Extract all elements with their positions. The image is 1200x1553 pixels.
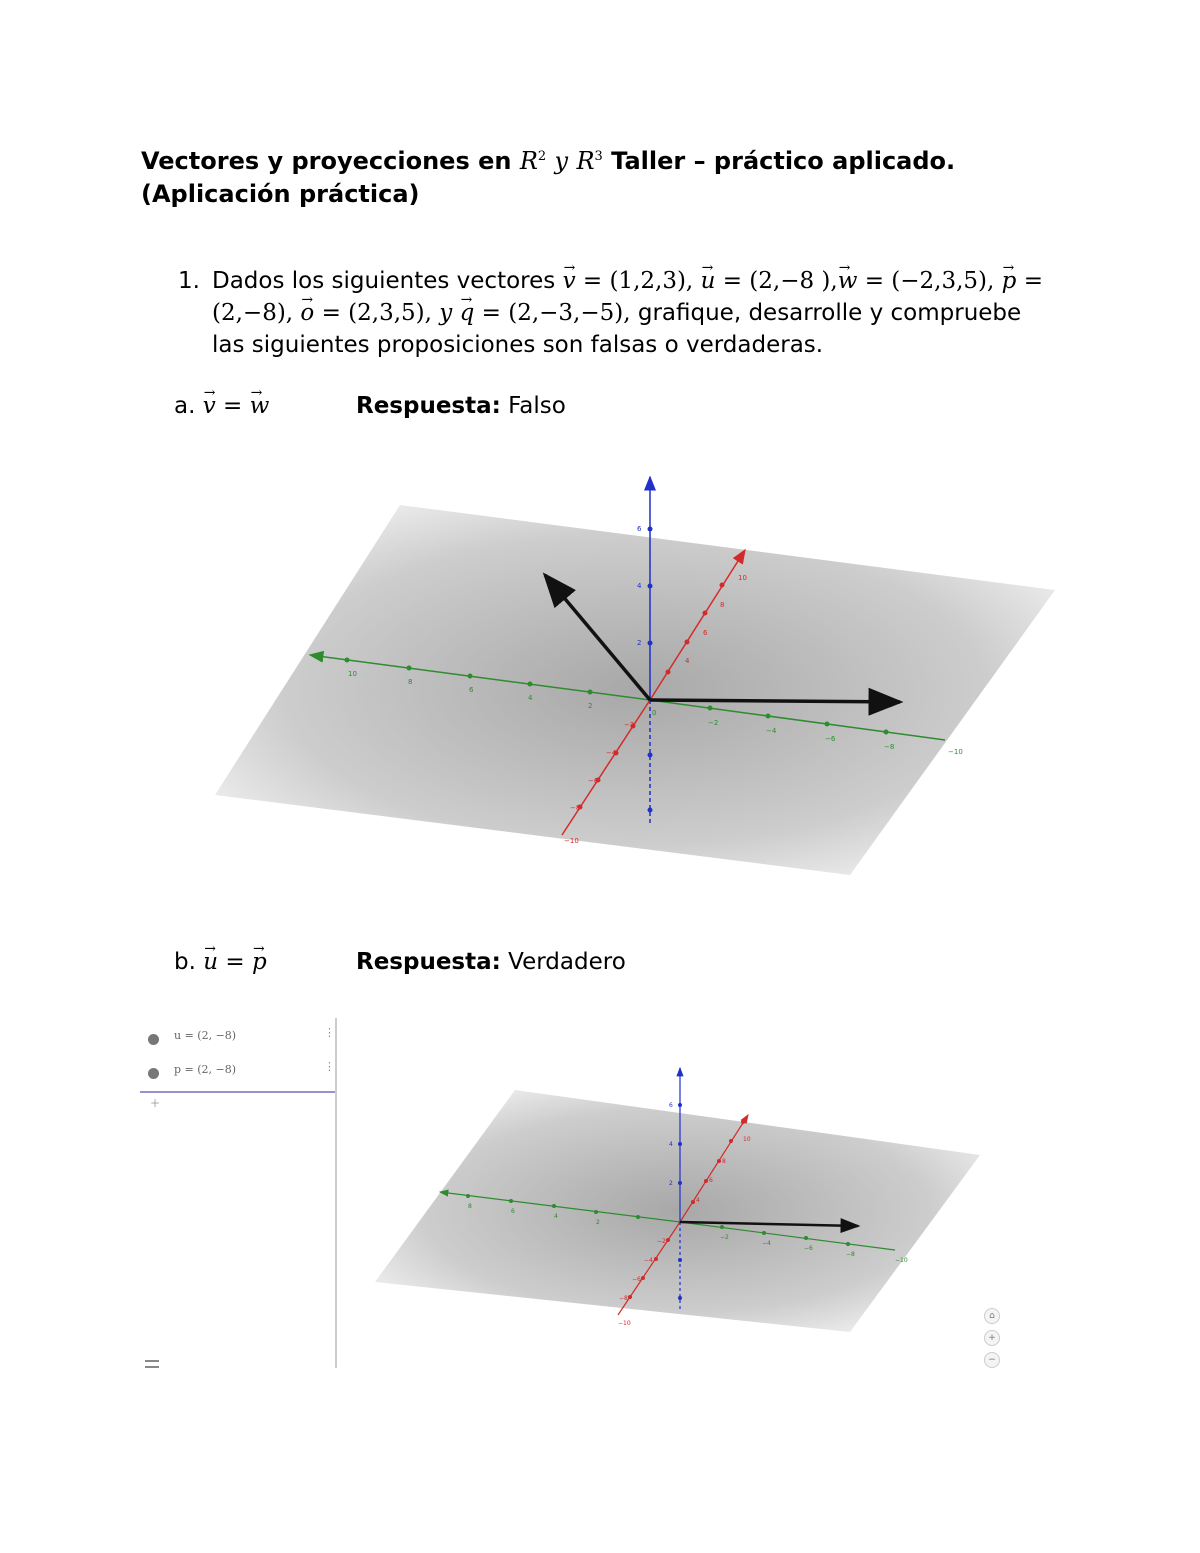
more-menu-icon[interactable]: ⋮: [324, 1026, 335, 1039]
svg-text:10: 10: [738, 574, 747, 582]
svg-text:6: 6: [511, 1208, 515, 1215]
vec-u-value: = (2,−8 ),: [722, 268, 838, 294]
svg-text:6: 6: [469, 686, 474, 694]
svg-text:−10: −10: [564, 837, 579, 845]
page-title: [141, 140, 955, 211]
svg-text:−6: −6: [588, 777, 599, 785]
question-intro: Dados los siguientes vectores: [212, 268, 556, 294]
vec-v-value: = (1,2,3),: [582, 268, 694, 294]
svg-text:2: 2: [669, 1180, 673, 1187]
svg-text:−6: −6: [825, 735, 836, 743]
svg-text:6: 6: [637, 525, 642, 533]
svg-text:8: 8: [722, 1158, 726, 1165]
vec-w: → w: [838, 265, 858, 297]
svg-text:4: 4: [554, 1213, 558, 1220]
more-menu-icon[interactable]: ⋮: [324, 1060, 335, 1073]
svg-text:8: 8: [720, 601, 725, 609]
svg-text:4: 4: [696, 1197, 700, 1204]
svg-text:4: 4: [669, 1141, 673, 1148]
vec-q: → q: [460, 297, 475, 329]
svg-text:2: 2: [588, 702, 593, 710]
svg-text:−2: −2: [708, 719, 719, 727]
svg-text:−8: −8: [619, 1295, 628, 1302]
item-b-lhs: → u: [203, 947, 218, 977]
svg-text:−6: −6: [632, 1276, 641, 1283]
zoom-in-icon[interactable]: +: [984, 1330, 1000, 1346]
title-y: y: [554, 147, 569, 175]
svg-text:−6: −6: [804, 1245, 813, 1252]
svg-text:0: 0: [652, 709, 657, 717]
svg-text:−4: −4: [762, 1240, 771, 1247]
svg-text:−10: −10: [948, 748, 963, 756]
vec-o: → o: [300, 297, 314, 329]
vec-u: → u: [701, 265, 716, 297]
item-a-response: Respuesta: Falso: [356, 393, 566, 419]
svg-text:4: 4: [637, 582, 642, 590]
title-text-2: Taller – práctico aplicado.: [611, 147, 956, 175]
svg-text:−4: −4: [766, 727, 777, 735]
item-b: [174, 947, 814, 979]
svg-text:2: 2: [637, 639, 642, 647]
zoom-out-icon[interactable]: −: [984, 1352, 1000, 1368]
svg-text:10: 10: [743, 1136, 751, 1143]
plot-3d-a[interactable]: [200, 465, 1070, 885]
svg-text:−8: −8: [884, 743, 895, 751]
item-b-response: Respuesta: Verdadero: [356, 949, 626, 975]
input-bar-underline: [140, 1091, 335, 1093]
svg-text:−2: −2: [624, 721, 635, 729]
svg-text:−4: −4: [606, 749, 617, 757]
xy-plane: [375, 1090, 980, 1332]
item-a-lhs: → v: [203, 391, 216, 421]
algebra-expr-u[interactable]: u = (2, −8): [174, 1029, 237, 1042]
svg-text:4: 4: [528, 694, 533, 702]
question-1: [178, 265, 1058, 361]
question-body: [212, 265, 1058, 361]
conj-y: y: [439, 300, 453, 326]
keyboard-icon[interactable]: [145, 1360, 159, 1368]
vec-p: → p: [1002, 265, 1017, 297]
svg-text:8: 8: [468, 1203, 472, 1210]
vec-p-value: = (2,−8),: [212, 268, 1043, 326]
item-a: [174, 391, 774, 423]
item-b-label: b. → u = → p: [174, 947, 267, 977]
item-b-answer: Verdadero: [508, 949, 626, 975]
svg-text:−2: −2: [720, 1234, 729, 1241]
svg-text:−10: −10: [618, 1320, 631, 1327]
vec-q-value: = (2,−3,−5),: [481, 300, 631, 326]
svg-text:6: 6: [703, 629, 708, 637]
xy-plane: [215, 505, 1055, 875]
vec-o-value: = (2,3,5),: [321, 300, 432, 326]
question-end: grafique, desarrolle y compruebe las siguientes proposiciones son falsas o verdaderas.: [212, 300, 1022, 358]
svg-text:10: 10: [348, 670, 357, 678]
algebra-expr-p[interactable]: p = (2, −8): [174, 1063, 237, 1076]
svg-text:−4: −4: [644, 1257, 653, 1264]
vector-v: [650, 700, 900, 702]
svg-text:2: 2: [596, 1219, 600, 1226]
add-input-icon[interactable]: +: [150, 1096, 161, 1110]
title-r2: $R^2$: [519, 147, 547, 175]
item-a-rhs: → w: [250, 391, 270, 421]
visibility-toggle-p[interactable]: [148, 1068, 159, 1079]
item-a-answer: Falso: [508, 393, 566, 419]
algebra-row-p[interactable]: [140, 1058, 335, 1090]
svg-text:−8: −8: [570, 804, 581, 812]
svg-text:−2: −2: [657, 1238, 666, 1245]
item-a-label: a. → v = → w: [174, 391, 269, 421]
vec-v: → v: [563, 265, 576, 297]
title-r3: $R^3$: [576, 147, 603, 175]
svg-text:6: 6: [709, 1177, 713, 1184]
svg-text:−8: −8: [846, 1251, 855, 1258]
title-text-1: Vectores y proyecciones en: [141, 147, 512, 175]
svg-text:8: 8: [408, 678, 413, 686]
svg-text:4: 4: [685, 657, 690, 665]
svg-text:−10: −10: [895, 1257, 908, 1264]
title-line-2: (Aplicación práctica): [141, 180, 420, 208]
item-b-rhs: → p: [252, 947, 267, 977]
svg-text:6: 6: [669, 1102, 673, 1109]
title-line-1: [141, 140, 955, 178]
plot-3d-b[interactable]: [370, 1060, 1010, 1335]
home-view-icon[interactable]: ⌂: [984, 1308, 1000, 1324]
vec-w-value: = (−2,3,5),: [864, 268, 995, 294]
algebra-row-u[interactable]: [140, 1024, 335, 1056]
question-number: 1.: [178, 268, 200, 294]
visibility-toggle-u[interactable]: [148, 1034, 159, 1045]
panel-divider[interactable]: [335, 1018, 337, 1368]
algebra-panel: [140, 1018, 340, 1370]
